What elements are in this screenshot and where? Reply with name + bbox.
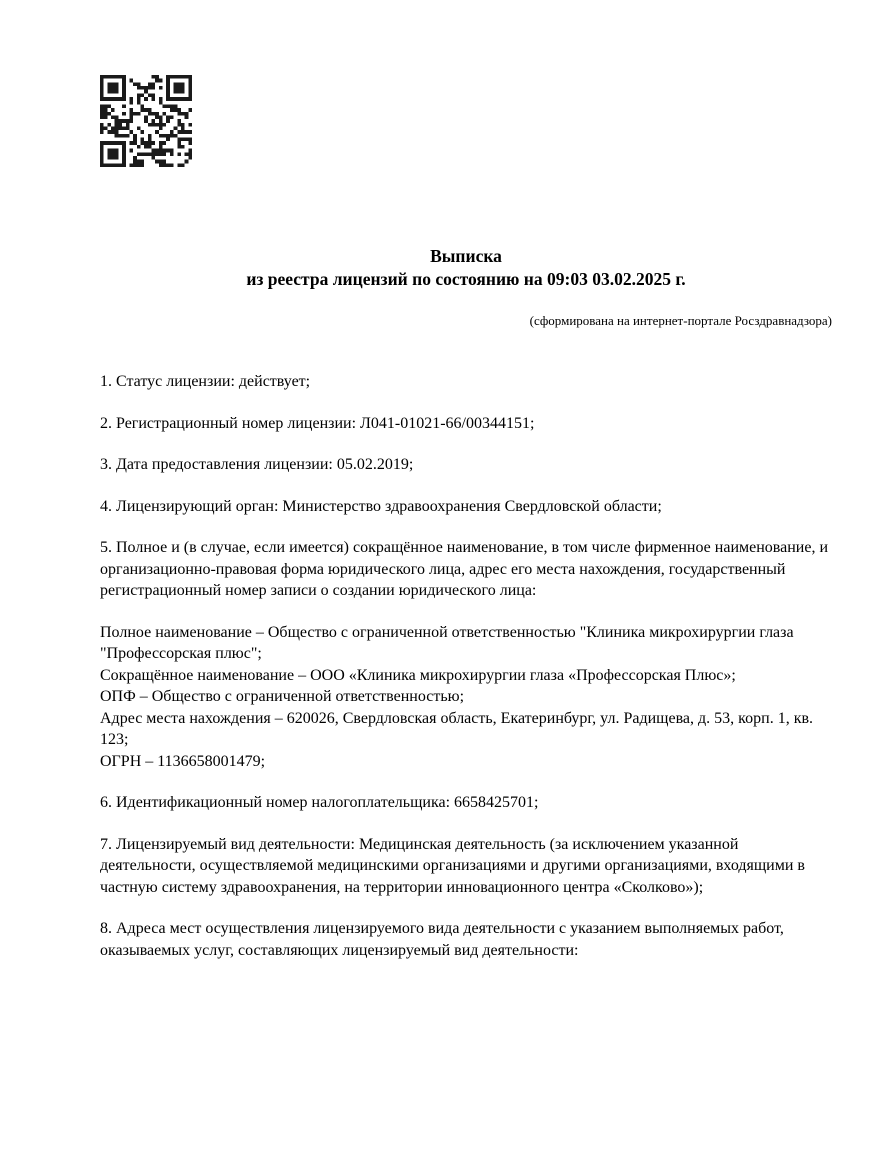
document-title-line2: из реестра лицензий по состоянию на 09:03 03.02.2025 г. (246, 269, 686, 289)
formation-note: (сформирована на интернет-портале Росздравнадзора) (529, 313, 832, 328)
paragraph-license-status: 1. Статус лицензии: действует; (100, 373, 311, 390)
legal-entity-details (100, 622, 832, 773)
paragraph-licensing-authority: 4. Лицензирующий орган: Министерство здравоохранения Свердловской области; (100, 497, 662, 515)
paragraph-licensed-activity: 7. Лицензируемый вид деятельности: Медицинская деятельность (за исключением указанной деятельности, осуществляемой медицинскими организациями и другими организациями, входящими в частную систему здравоохранения, на территории инновационного центра «Сколково»); (100, 835, 805, 896)
paragraph-registration-number: 2. Регистрационный номер лицензии: Л041-01021-66/00344151; (100, 414, 535, 432)
paragraph-grant-date: 3. Дата предоставления лицензии: 05.02.2019; (100, 456, 414, 473)
paragraph-activity-addresses: 8. Адреса мест осуществления лицензируемого вида деятельности с указанием выполняемых работ, оказываемых услуг, составляющих лицензируемый вид деятельности: (100, 920, 784, 959)
paragraph-legal-entity-intro: 5. Полное и (в случае, если имеется) сокращённое наименование, в том числе фирменное наименование, и организационно-правовая форма юридического лица, адрес его места нахождения, государственный регистрационный номер записи о создании юридического лица: (100, 539, 829, 599)
detail-full-name: Полное наименование – Общество с ограниченной ответственностью "Клиника микрохирургии глаза "Профессорская плюс"; (100, 623, 794, 662)
document-content (100, 245, 832, 961)
detail-short-name: Сокращённое наименование – ООО «Клиника микрохирургии глаза «Профессорская Плюс»; (100, 666, 736, 684)
paragraph-inn: 6. Идентификационный номер налогоплательщика: 6658425701; (100, 794, 539, 811)
detail-ogrn: ОГРН – 1136658001479; (100, 752, 266, 770)
document-title-line1: Выписка (430, 246, 502, 266)
document-title (100, 245, 832, 291)
detail-address: Адрес места нахождения – 620026, Свердловская область, Екатеринбург, ул. Радищева, д. 53, корп. 1, кв. 123; (100, 709, 814, 748)
qr-code-icon (100, 75, 192, 167)
detail-legal-form: ОПФ – Общество с ограниченной ответственностью; (100, 688, 465, 705)
document-body (100, 371, 832, 961)
